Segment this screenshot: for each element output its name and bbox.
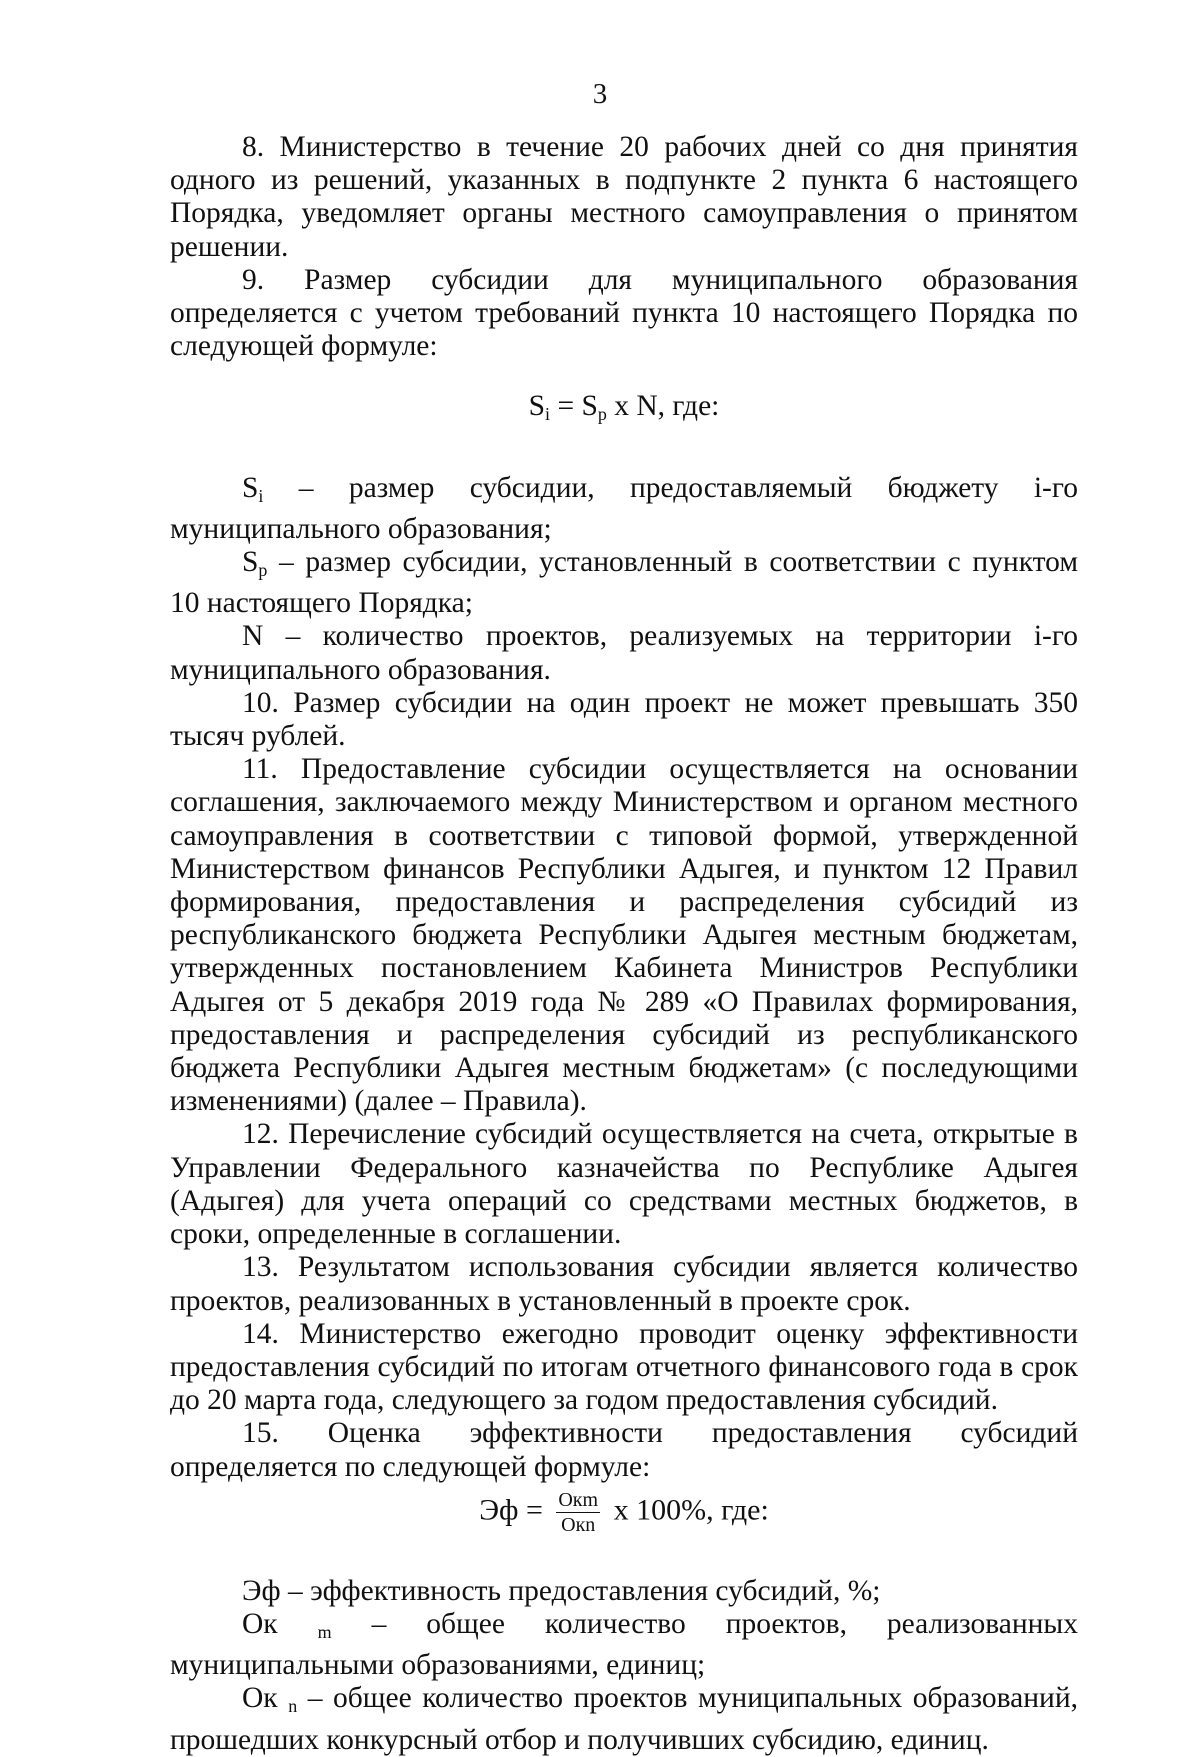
page-number: 3 bbox=[592, 78, 608, 110]
paragraph-14: 14. Министерство ежегодно проводит оценку эффективности предоставления субсидий по итогам отчетного финансового года в срок до 20 марта года, следующего за годом предоставления субсидий. bbox=[170, 1317, 1078, 1417]
fraction-denominator: Окn bbox=[561, 1513, 596, 1536]
definition-n: N – количество проектов, реализуемых на территории i-го муниципального образования. bbox=[170, 620, 1078, 686]
formula-fraction bbox=[556, 1488, 600, 1537]
paragraph-11: 11. Предоставление субсидии осуществляется на основании соглашения, заключаемого между Министерством и органом местного самоуправления в соответствии с типовой формой, утвержденной Министерством финансов Республики Адыгея, и пунктом 12 Правил формирования, предоставления и распределения субсидий из республиканского бюджета Республики Адыгея местным бюджетам, утвержденных постановлением Кабинета Министров Республики Адыгея от 5 декабря 2019 года № 289 «О Правилах формирования, предоставления и распределения субсидий из республиканского бюджета Республики Адыгея местным бюджетам» (с последующими изменениями) (далее – Правила). bbox=[170, 753, 1078, 1118]
paragraph-8: 8. Министерство в течение 20 рабочих дней со дня принятия одного из решений, указанных в подпункте 2 пункта 6 настоящего Порядка, уведомляет органы местного самоуправления о принятом решении. bbox=[170, 131, 1078, 263]
paragraph-15: 15. Оценка эффективности предоставления субсидий определяется по следующей формуле: bbox=[170, 1417, 1078, 1483]
definition-okn: Ок $_n$ – общее количество проектов муниципальных образований, прошедших конкурсный отбор и получивших субсидию, единиц. bbox=[170, 1682, 1078, 1756]
definition-ef: Эф – эффективность предоставления субсидий, %; bbox=[242, 1574, 881, 1607]
paragraph-9: 9. Размер субсидии для муниципального образования определяется с учетом требований пункта 10 настоящего Порядка по следующей формуле: bbox=[170, 263, 1078, 363]
fraction-numerator: Окm bbox=[558, 1488, 599, 1511]
formula-si: $S_i$ bbox=[528, 390, 551, 425]
paragraph-13: 13. Результатом использования субсидии является количество проектов, реализованных в установленный в проекте срок. bbox=[170, 1251, 1078, 1317]
definition-sp: $S_p$ – размер субсидии, установленный в соответствии с пунктом 10 настоящего Порядка; bbox=[170, 546, 1078, 620]
formula-efficiency: Эф = $\frac{\text{Окm}}{\text{Окn}}$ х 100%, где: bbox=[479, 1488, 769, 1536]
formula-subsidy-size: $S_i = S_p$ x N, где: bbox=[528, 390, 720, 425]
definition-okm: Ок $_m$ – общее количество проектов, реализованных муниципальными образованиями, единиц; bbox=[170, 1607, 1078, 1682]
definition-si: $S_i$ – размер субсидии, предоставляемый бюджету i-го муниципального образования; bbox=[170, 471, 1078, 545]
formula-sp: $S_p$ bbox=[581, 390, 607, 425]
paragraph-10: 10. Размер субсидии на один проект не может превышать 350 тысяч рублей. bbox=[170, 686, 1078, 753]
document-body bbox=[170, 131, 1078, 1757]
paragraph-12: 12. Перечисление субсидий осуществляется на счета, открытые в Управлении Федерального казначейства по Республике Адыгея (Адыгея) для учета операций со средствами местных бюджетов, в сроки, определенные в соглашении. bbox=[170, 1118, 1078, 1251]
